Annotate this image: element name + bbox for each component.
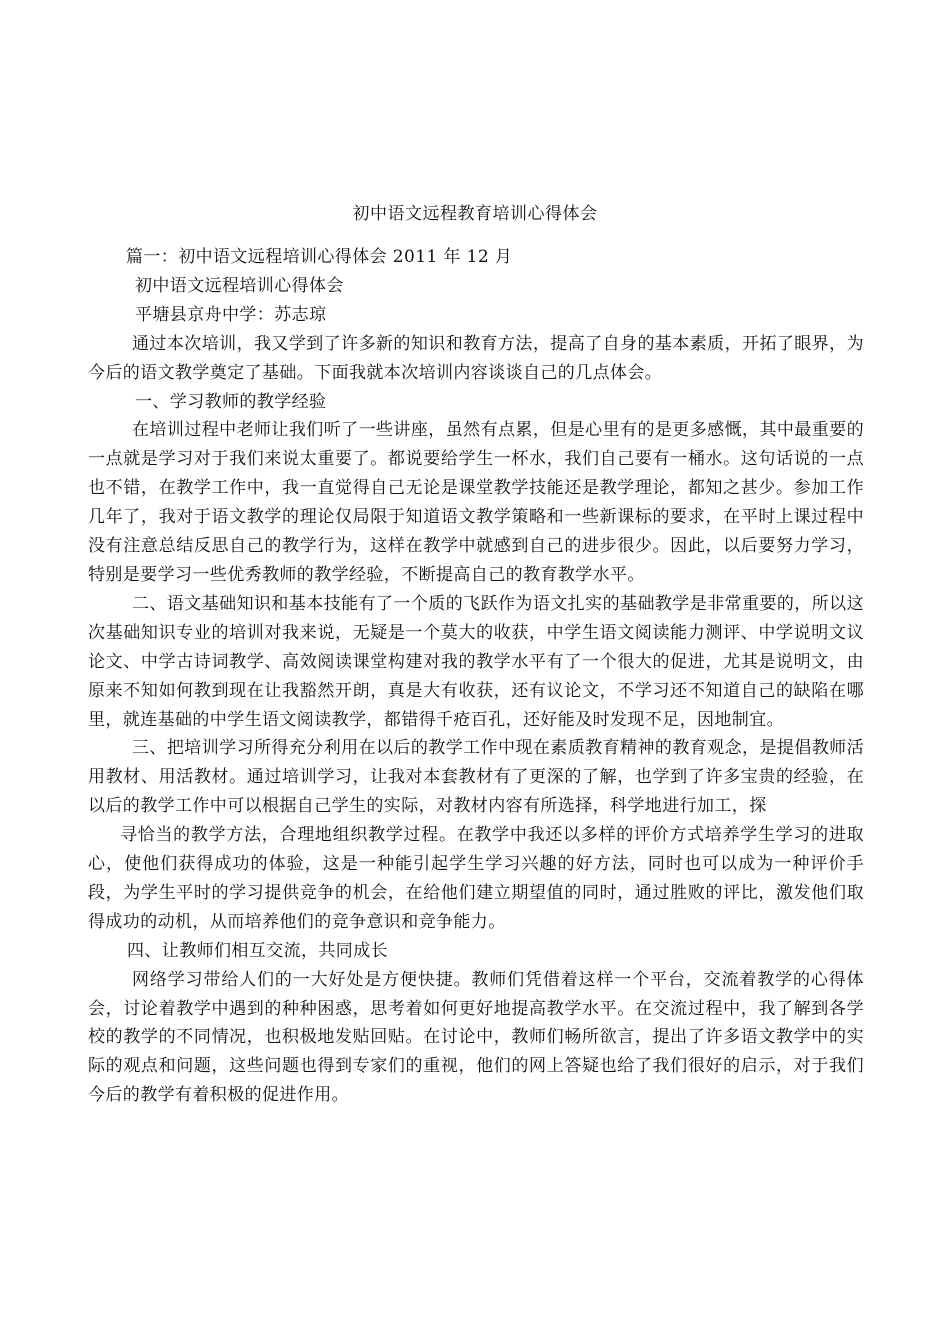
document-title: 初中语文远程教育培训心得体会 [352, 204, 598, 224]
inner-title: 初中语文远程培训心得体会 [135, 275, 344, 296]
document-body [88, 243, 864, 1110]
paragraph-section-1: 在培训过程中老师让我们听了一些讲座，虽然有点累，但是心里有的是更多感慨，其中最重要的一点就是学习对于我们来说太重要了。都说要给学生一杯水，我们自己要有一桶水。这句话说的一点也不错，在教学工作中，我一直觉得自己无论是课堂教学技能还是教学理论，都知之甚少。参加工作几年了，我对于语文教学的理论仅局限于知道语文教学策略和一些新课标的要求，在平时上课过程中没有注意总结反思自己的教学行为，这样在教学中就感到自己的进步很少。因此，以后要努力学习，特别是要学习一些优秀教师的教学经验，不断提高自己的教育教学水平。 [88, 420, 864, 585]
paragraph-section-4: 网络学习带给人们的一大好处是方便快捷。教师们凭借着这样一个平台，交流着教学的心得体会，讨论着教学中遇到的种种困惑，思考着如何更好地提高教学水平。在交流过程中，我了解到各学校的教学的不同情况，也积极地发贴回贴。在讨论中，教师们畅所欲言，提出了许多语文教学中的实际的观点和问题，这些问题也得到专家们的重视，他们的网上答疑也给了我们很好的启示，对于我们今后的教学有着积极的促进作用。 [88, 969, 864, 1106]
author-line: 平塘县京舟中学：苏志琼 [135, 304, 327, 325]
paragraph-intro: 通过本次培训，我又学到了许多新的知识和教育方法，提高了自身的基本素质，开拓了眼界，为今后的语文教学奠定了基础。下面我就本次培训内容谈谈自己的几点体会。 [88, 333, 864, 383]
subtitle-line: 篇一：初中语文远程培训心得体会 2011 年 12 月 [126, 247, 513, 267]
paragraph-section-2: 二、语文基础知识和基本技能有了一个质的飞跃作为语文扎实的基础教学是非常重要的，所以这次基础知识专业的培训对我来说，无疑是一个莫大的收获，中学生语文阅读能力测评、中学说明文议论文、中学古诗词教学、高效阅读课堂构建对我的教学水平有了一个很大的促进，尤其是说明文，由原来不知如何教到现在让我豁然开朗，真是大有收获，还有议论文，不学习还不知道自己的缺陷在哪里，就连基础的中学生语文阅读教学，都错得千疮百孔，还好能及时发现不足，因地制宜。 [88, 593, 864, 730]
section-heading-4: 四、让教师们相互交流，共同成长 [127, 940, 388, 961]
paragraph-section-3: 三、把培训学习所得充分利用在以后的教学工作中现在素质教育精神的教育观念，是提倡教师活用教材、用活教材。通过培训学习，让我对本套教材有了更深的了解，也学到了许多宝贵的经验，在以后的教学工作中可以根据自己学生的实际，对教材内容有所选择，科学地进行加工，探 [88, 738, 864, 817]
paragraph-section-3-continued: 寻恰当的教学方法，合理地组织教学过程。在教学中我还以多样的评价方式培养学生学习的进取心，使他们获得成功的体验，这是一种能引起学生学习兴趣的好方法，同时也可以成为一种评价手段，为学生平时的学习提供竞争的机会，在给他们建立期望值的同时，通过胜败的评比，激发他们取得成功的动机，从而培养他们的竞争意识和竞争能力。 [88, 825, 864, 932]
section-heading-1: 一、学习教师的教学经验 [135, 391, 327, 412]
